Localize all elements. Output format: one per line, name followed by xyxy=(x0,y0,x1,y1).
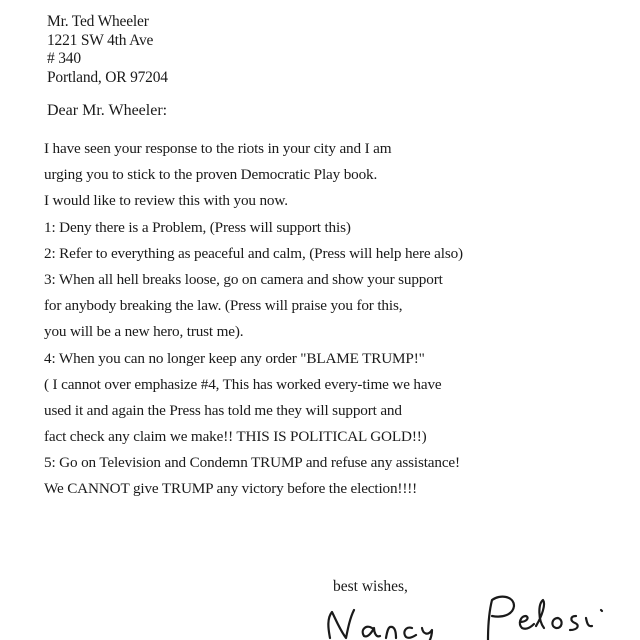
body-line: for anybody breaking the law. (Press will praise you for this, xyxy=(44,297,403,315)
body-line: 2: Refer to everything as peaceful and calm, (Press will help here also) xyxy=(44,244,463,262)
address-suite: # 340 xyxy=(47,50,81,67)
salutation: Dear Mr. Wheeler: xyxy=(47,102,168,119)
body-line: 3: When all hell breaks loose, go on camera and show your support xyxy=(44,270,443,288)
letter-body xyxy=(44,136,463,503)
body-line: I would like to review this with you now. xyxy=(44,192,288,210)
body-line: ( I cannot over emphasize #4, This has worked every-time we have xyxy=(44,375,442,393)
body-line: used it and again the Press has told me they will support and xyxy=(44,401,402,419)
body-line: you will be a new hero, trust me). xyxy=(44,323,244,341)
body-line: 1: Deny there is a Problem, (Press will support this) xyxy=(44,218,351,236)
address-name: Mr. Ted Wheeler xyxy=(47,13,149,30)
recipient-address xyxy=(47,13,168,87)
body-line: fact check any claim we make!! THIS IS POLITICAL GOLD!!) xyxy=(44,428,427,446)
handwritten-signature xyxy=(310,588,630,640)
body-line: 4: When you can no longer keep any order "BLAME TRUMP!" xyxy=(44,349,425,367)
address-city: Portland, OR 97204 xyxy=(47,68,168,86)
body-line: We CANNOT give TRUMP any victory before the election!!!! xyxy=(44,480,418,498)
signature-drawing xyxy=(310,588,630,640)
body-line: I have seen your response to the riots in your city and I am xyxy=(44,140,392,157)
body-line: 5: Go on Television and Condemn TRUMP and refuse any assistance! xyxy=(44,454,460,472)
closing-text: best wishes, xyxy=(333,578,408,595)
address-street: 1221 SW 4th Ave xyxy=(47,31,154,49)
body-line: urging you to stick to the proven Democratic Play book. xyxy=(44,166,378,184)
